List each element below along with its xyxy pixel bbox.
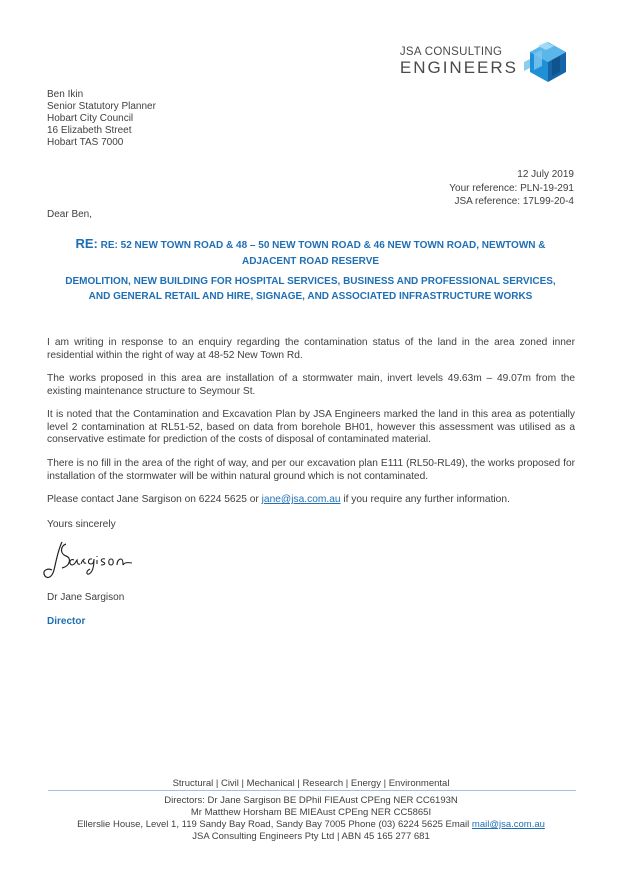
signatory-title: Director: [47, 616, 86, 627]
recipient-organisation: Hobart City Council: [47, 113, 134, 124]
contact-email-link[interactable]: jane@jsa.com.au: [261, 494, 341, 505]
letter-references: [449, 168, 574, 209]
handwritten-signature: [40, 536, 140, 584]
closing: Yours sincerely: [47, 519, 116, 530]
contact-text-after: if you require any further information.: [340, 494, 510, 505]
recipient-address: [47, 89, 156, 149]
logo-line-2: ENGINEERS: [399, 58, 518, 77]
logo-line-1: JSA CONSULTING: [399, 46, 503, 58]
body-paragraph-2: The works proposed in this area are installation of a stormwater main, invert levels 49.63m – 49.07m from the existing maintenance structure to Seymour St.: [47, 373, 575, 397]
footer-divider: [48, 790, 576, 791]
recipient-street: 16 Elizabeth Street: [47, 125, 132, 136]
footer-address-text: Ellerslie House, Level 1, 119 Sandy Bay Road, Sandy Bay 7005 Phone (03) 6224 5625 Email: [77, 819, 472, 830]
body-paragraph-3: It is noted that the Contamination and Excavation Plan by JSA Engineers marked the land in this area as potentially level 2 contamination at RL51-52, based on data from borehole BH01, however this assessment was utilised as a conservative estimate for prediction of the costs of disposal of contaminated material.: [47, 409, 575, 445]
footer-company: JSA Consulting Engineers Pty Ltd | ABN 45 165 277 681: [192, 831, 430, 842]
jsa-reference: JSA reference: 17L99-20-4: [454, 196, 574, 207]
description-line-1: DEMOLITION, NEW BUILDING FOR HOSPITAL SERVICES, BUSINESS AND PROFESSIONAL SERVICES,: [65, 276, 556, 287]
footer-directors-1: Directors: Dr Jane Sargison BE DPhil FIEAust CPEng NER CC6193N: [164, 795, 458, 806]
body-paragraph-5: [47, 494, 575, 507]
footer-directors-2: Mr Matthew Horsham BE MIEAust CPEng NER CC5865I: [190, 807, 432, 818]
signatory-name: Dr Jane Sargison: [47, 592, 125, 603]
subject-line-1: RE: 52 NEW TOWN ROAD & 48 – 50 NEW TOWN ROAD & 46 NEW TOWN ROAD, NEWTOWN &: [100, 240, 546, 251]
footer-services: Structural | Civil | Mechanical | Research | Energy | Environmental: [172, 778, 450, 789]
recipient-name: Ben Ikin: [47, 89, 84, 100]
company-logo-cube-icon: [524, 38, 570, 84]
footer-email-link[interactable]: mail@jsa.com.au: [471, 819, 545, 830]
letter-date: 12 July 2019: [517, 169, 574, 180]
company-logo-text: [400, 46, 518, 77]
salutation: Dear Ben,: [47, 209, 93, 220]
your-reference: Your reference: PLN-19-291: [449, 182, 574, 194]
recipient-city: Hobart TAS 7000: [47, 137, 124, 148]
recipient-position: Senior Statutory Planner: [47, 101, 156, 112]
body-paragraph-1: I am writing in response to an enquiry regarding the contamination status of the land in the area zoned inner residential within the right of way at 48-52 New Town Rd.: [47, 337, 575, 361]
subject-line-2: ADJACENT ROAD RESERVE: [241, 256, 380, 267]
contact-text-before: Please contact Jane Sargison on 6224 5625 or: [47, 494, 262, 505]
footer-address: [40, 819, 582, 831]
subject-heading: [47, 236, 574, 270]
re-label: RE:: [75, 236, 98, 251]
body-paragraph-4: There is no fill in the area of the right of way, and per our excavation plan E111 (RL50-RL49), the works proposed for installation of the stormwater will be within natural ground which is not contaminated.: [47, 458, 575, 482]
description-line-2: AND GENERAL RETAIL AND HIRE, SIGNAGE, AND ASSOCIATED INFRASTRUCTURE WORKS: [88, 291, 533, 302]
project-description: [47, 274, 574, 304]
